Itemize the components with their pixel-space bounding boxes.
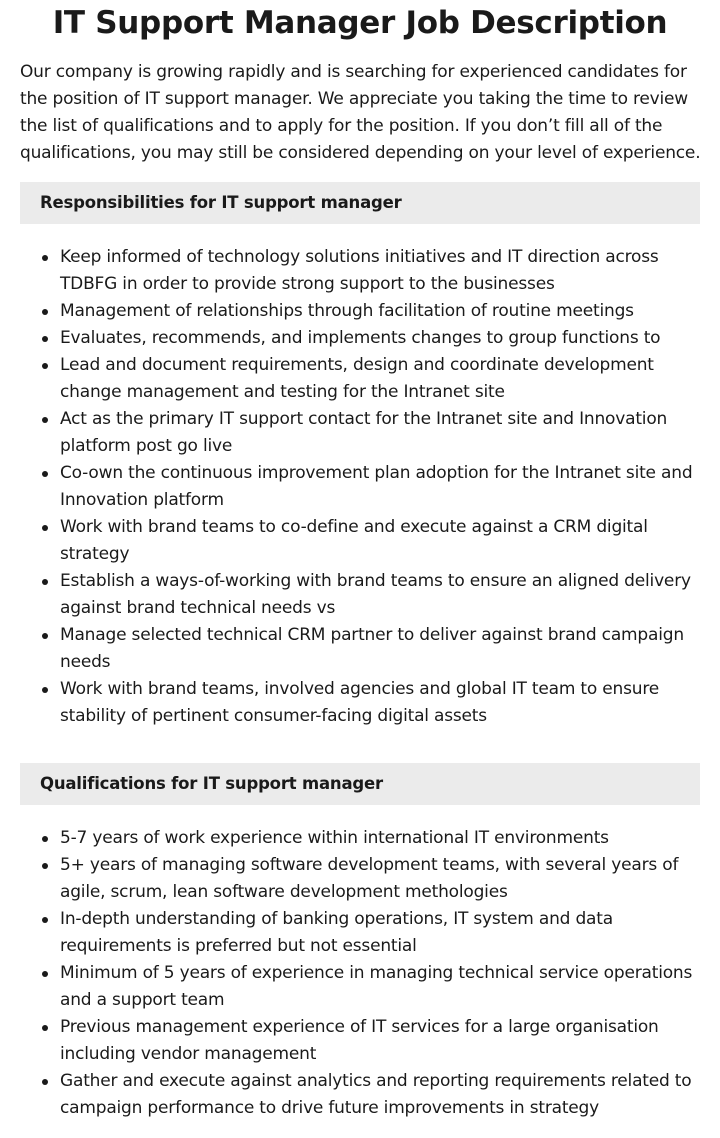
qualification-item: [20, 1068, 700, 1122]
intro-line: the position of IT support manager. We appreciate you taking the time to review: [20, 89, 688, 109]
responsibility-item: [20, 298, 700, 325]
responsibility-item-text: Innovation platform: [60, 490, 224, 510]
responsibilities-heading: Responsibilities for IT support manager: [20, 182, 700, 224]
responsibility-item-text: Management of relationships through facilitation of routine meetings: [60, 301, 634, 321]
intro-line: the list of qualifications and to apply for the position. If you don’t fill all of the: [20, 116, 663, 136]
responsibility-item: [20, 352, 700, 406]
qualification-item-text: Previous management experience of IT services for a large organisation: [60, 1017, 659, 1037]
responsibility-item-text: Work with brand teams to co-define and execute against a CRM digital: [60, 517, 648, 537]
responsibility-item: [20, 406, 700, 460]
qualifications-list: [20, 825, 700, 1122]
responsibility-item-text: Evaluates, recommends, and implements changes to group functions to: [60, 328, 661, 348]
responsibility-item-text: platform post go live: [60, 436, 233, 456]
qualification-item-text: campaign performance to drive future improvements in strategy: [60, 1098, 600, 1118]
intro-line: Our company is growing rapidly and is searching for experienced candidates for: [20, 62, 687, 82]
qualification-item-text: and a support team: [60, 990, 225, 1010]
qualifications-heading: Qualifications for IT support manager: [20, 763, 700, 805]
responsibilities-list: [20, 244, 700, 730]
qualification-item-text: Gather and execute against analytics and reporting requirements related to: [60, 1071, 692, 1091]
responsibility-item-text: Co-own the continuous improvement plan adoption for the Intranet site and: [60, 463, 693, 483]
responsibility-item-text: Act as the primary IT support contact for the Intranet site and Innovation: [60, 409, 668, 429]
intro-line: qualifications, you may still be considered depending on your level of experience.: [20, 143, 701, 163]
page-title: IT Support Manager Job Description: [52, 5, 668, 41]
responsibility-item-text: Lead and document requirements, design and coordinate development: [60, 355, 654, 375]
qualification-item: [20, 906, 700, 960]
qualification-item-text: 5-7 years of work experience within international IT environments: [60, 828, 609, 848]
responsibility-item-text: Work with brand teams, involved agencies and global IT team to ensure: [60, 679, 660, 699]
responsibility-item-text: needs: [60, 652, 111, 672]
responsibility-item: [20, 568, 700, 622]
responsibility-item-text: change management and testing for the Intranet site: [60, 382, 505, 402]
responsibility-item-text: Establish a ways-of-working with brand teams to ensure an aligned delivery: [60, 571, 691, 591]
qualification-item-text: including vendor management: [60, 1044, 317, 1064]
qualification-item: [20, 852, 700, 906]
qualification-item: [20, 825, 700, 852]
responsibility-item: [20, 622, 700, 676]
qualification-item-text: Minimum of 5 years of experience in managing technical service operations: [60, 963, 693, 983]
responsibility-item: [20, 244, 700, 298]
responsibility-item-text: against brand technical needs vs: [60, 598, 336, 618]
responsibility-item: [20, 676, 700, 730]
intro-paragraph: [20, 59, 700, 167]
qualification-item-text: requirements is preferred but not essential: [60, 936, 417, 956]
responsibility-item-text: stability of pertinent consumer-facing digital assets: [60, 706, 487, 726]
responsibility-item-text: TDBFG in order to provide strong support to the businesses: [60, 274, 555, 294]
responsibility-item: [20, 460, 700, 514]
responsibility-item: [20, 325, 700, 352]
qualification-item-text: 5+ years of managing software development teams, with several years of: [60, 855, 679, 875]
qualification-item: [20, 1014, 700, 1068]
qualification-item: [20, 960, 700, 1014]
responsibility-item-text: Manage selected technical CRM partner to deliver against brand campaign: [60, 625, 684, 645]
qualification-item-text: agile, scrum, lean software development methologies: [60, 882, 508, 902]
responsibility-item-text: Keep informed of technology solutions initiatives and IT direction across: [60, 247, 659, 267]
qualification-item-text: In-depth understanding of banking operations, IT system and data: [60, 909, 613, 929]
responsibility-item: [20, 514, 700, 568]
responsibility-item-text: strategy: [60, 544, 130, 564]
